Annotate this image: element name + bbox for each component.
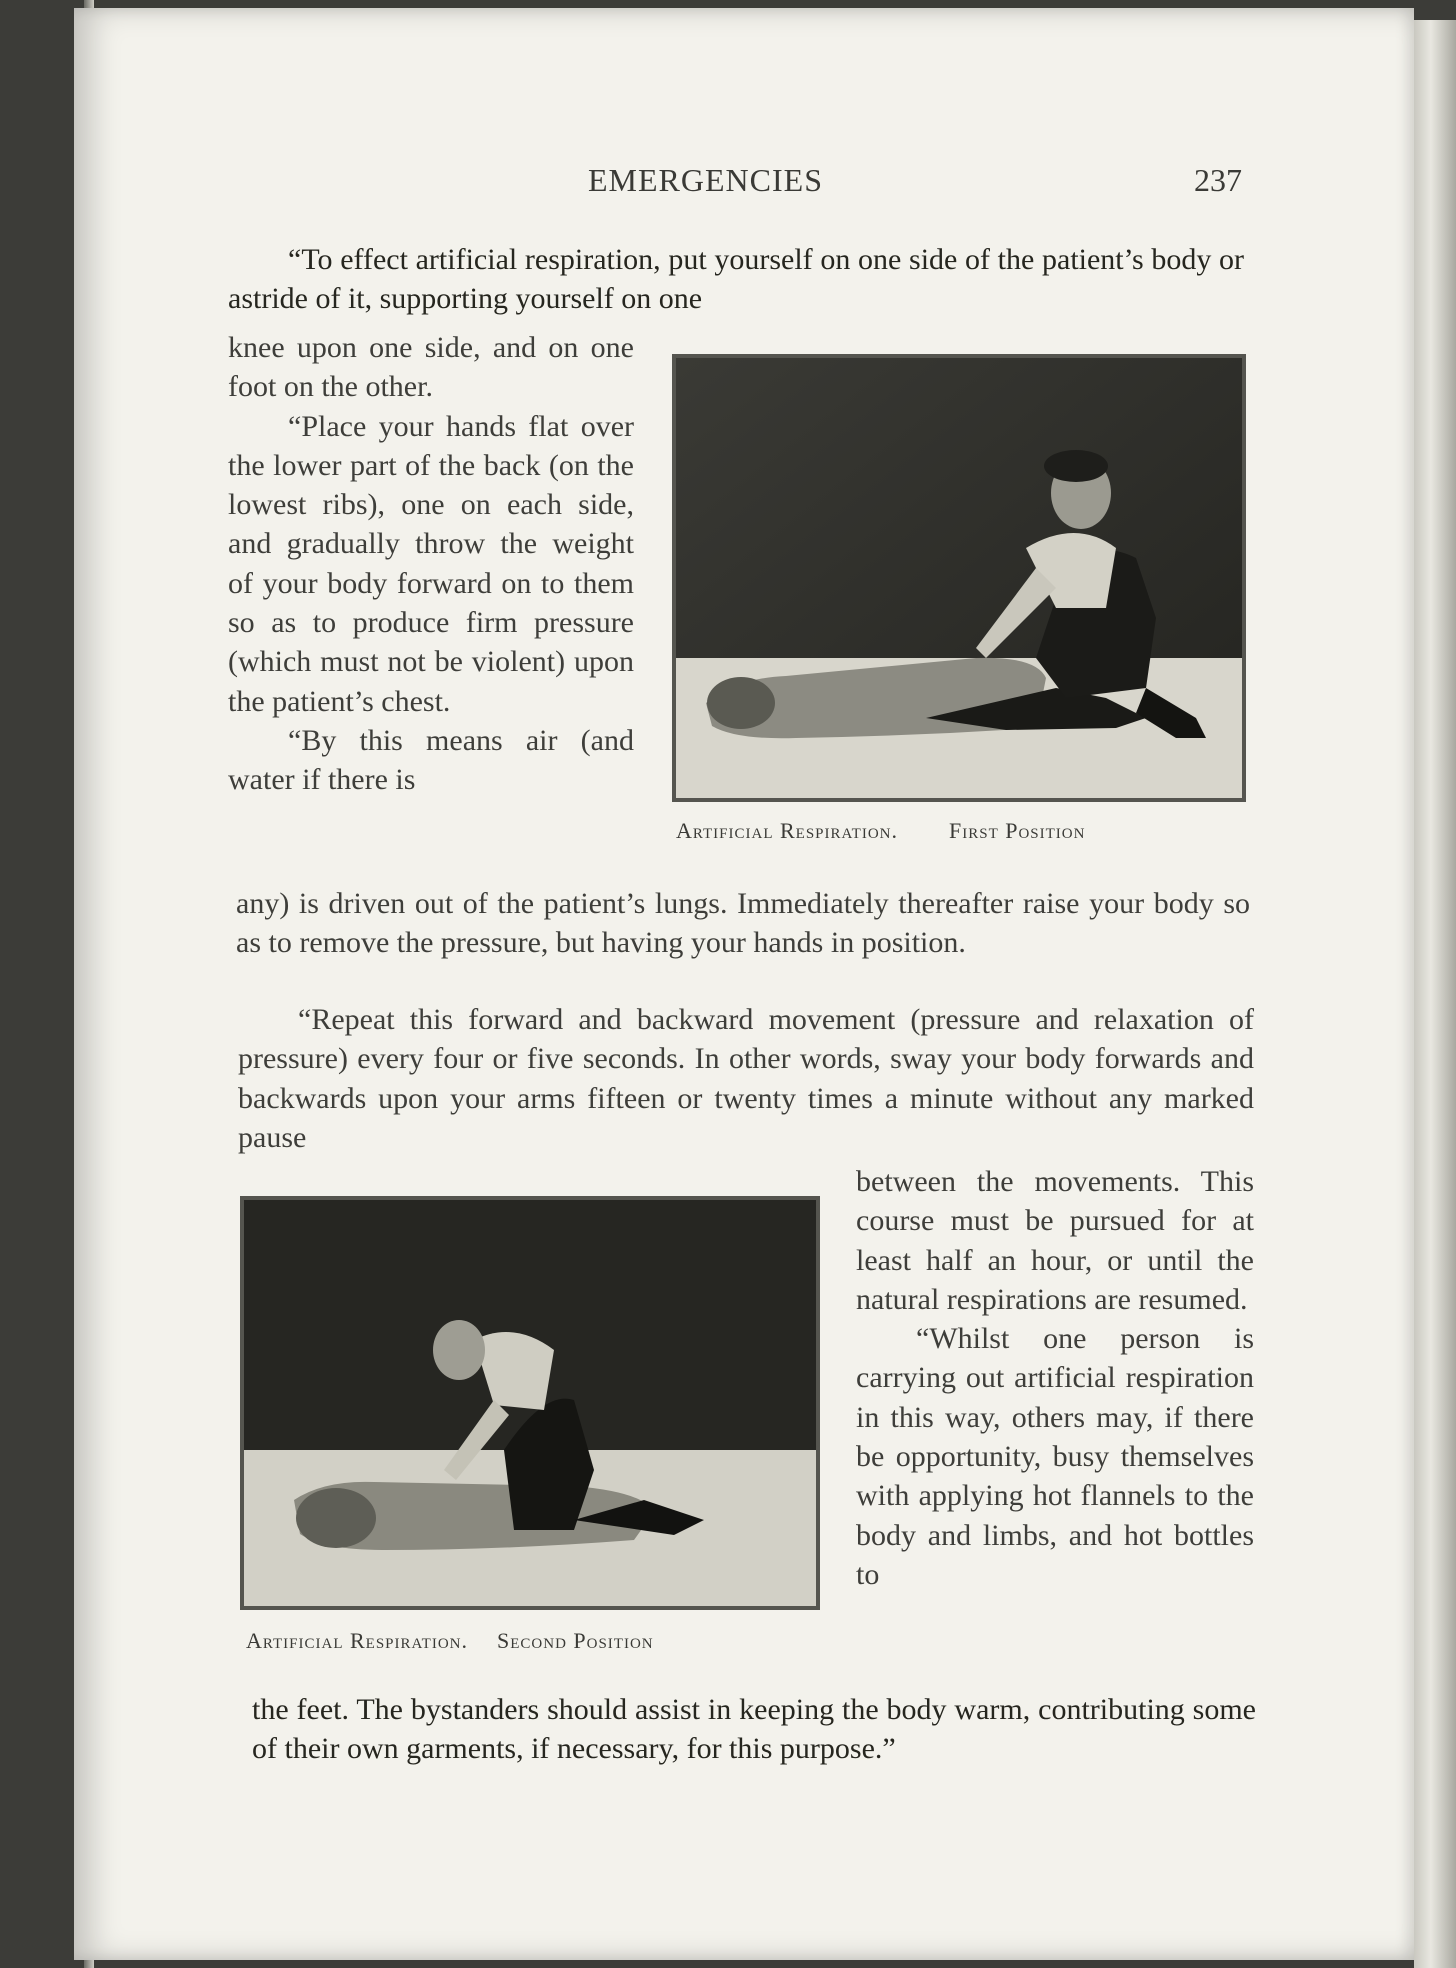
paragraph-text: “Whilst one person is carrying out artificial respiration in this way, others may, if there be opportunity, busy themselves with applying hot flannels to the body and limbs, and hot bottles to bbox=[856, 1322, 1254, 1591]
paragraph-text: “By this means air (and water if there is bbox=[228, 723, 634, 797]
paragraph-text: knee upon one side, and on one foot on the other. bbox=[228, 331, 634, 404]
paragraph-text: “Repeat this forward and backward movement (pressure and relaxation of pressure) every four or five seconds. In other words, sway your body forwards and backwards upon your arms fifteen or twenty times a minute without any marked pause bbox=[238, 1003, 1254, 1154]
running-head: EMERGENCIES bbox=[588, 162, 823, 198]
paragraph-text: between the movements. This course must be pursued for at least half an hour, or until the natural respirations are resumed. bbox=[856, 1165, 1254, 1316]
caption-position: Second Position bbox=[497, 1628, 654, 1653]
right-column-text bbox=[856, 1162, 1254, 1594]
photo-illustration bbox=[244, 1200, 816, 1606]
page-number: 237 bbox=[1194, 162, 1242, 198]
caption-position: First Position bbox=[949, 818, 1086, 843]
paragraph-text: the feet. The bystanders should assist in keeping the body warm, contributing some of their own garments, if necessary, for this purpose.” bbox=[252, 1693, 1256, 1766]
page-edge bbox=[1414, 20, 1456, 1968]
photo-illustration bbox=[676, 358, 1242, 798]
paragraph-text: any) is driven out of the patient’s lungs. Immediately thereafter raise your body so as to remove the pressure, but having your hands in position. bbox=[236, 887, 1250, 960]
paragraph-text: “To effect artificial respiration, put yourself on one side of the patient’s body or astride of it, supporting yourself on one bbox=[228, 243, 1244, 316]
page-header bbox=[228, 162, 1242, 206]
paragraph-1-top bbox=[228, 240, 1244, 319]
paragraph-3-continued bbox=[236, 884, 1250, 963]
left-column-text bbox=[228, 328, 634, 800]
figure-caption-1 bbox=[676, 818, 1085, 844]
paragraph-5-end bbox=[252, 1690, 1256, 1769]
caption-title: Artificial Respiration. bbox=[676, 818, 898, 843]
figure-first-position bbox=[672, 354, 1246, 802]
figure-second-position bbox=[240, 1196, 820, 1610]
paragraph-text: “Place your hands flat over the lower part of the back (on the lowest ribs), one on each side, and gradually throw the weight of your body forward on to them so as to produce firm pressure (which must not be violent) upon the patient’s chest. bbox=[228, 409, 634, 718]
caption-title: Artificial Respiration. bbox=[246, 1628, 468, 1653]
paragraph-4-top bbox=[238, 1000, 1254, 1157]
figure-caption-2 bbox=[246, 1628, 654, 1654]
